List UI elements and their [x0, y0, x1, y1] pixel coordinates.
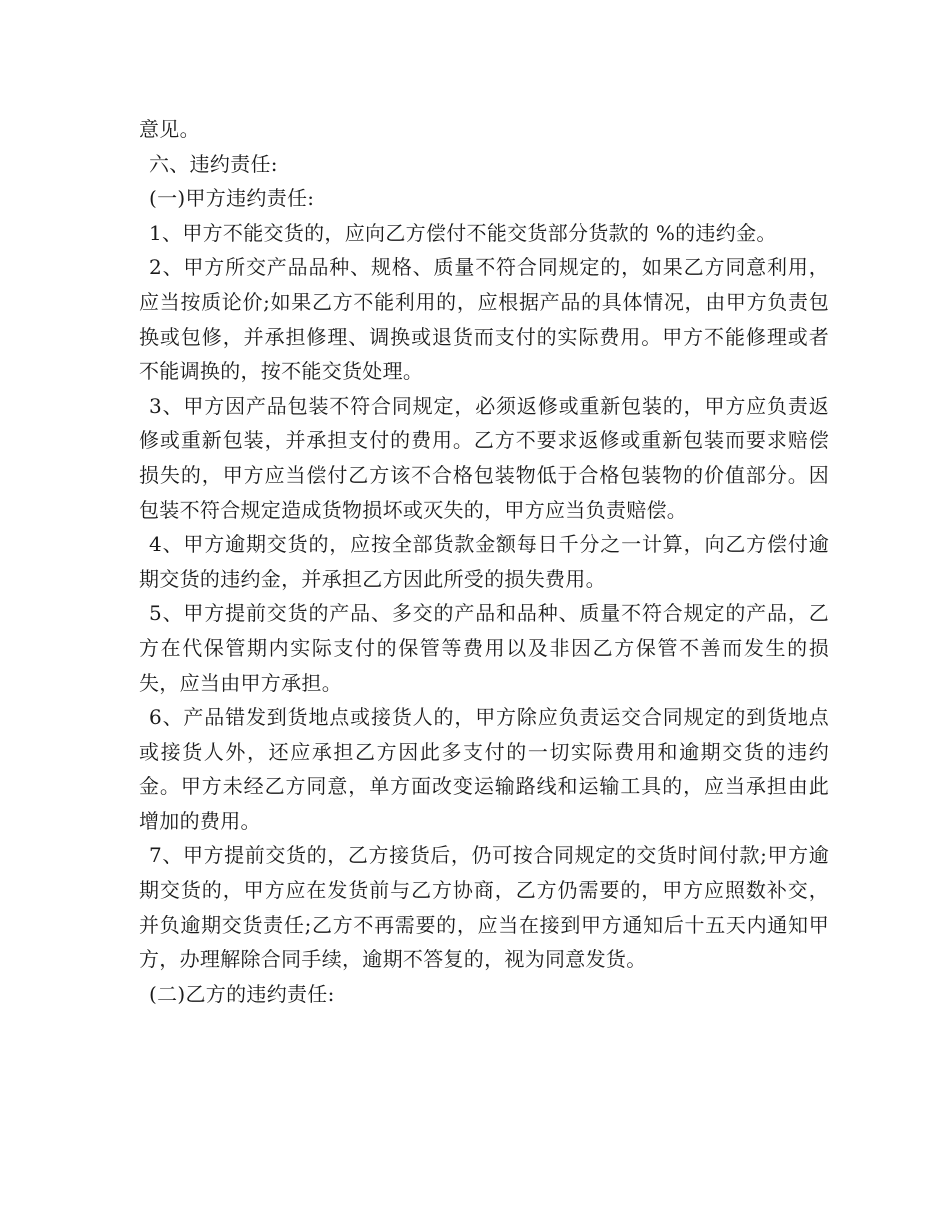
- clause-4: 4、甲方逾期交货的，应按全部货款金额每日千分之一计算，向乙方偿付逾期交货的违约金，并承担乙方因此所受的损失费用。: [139, 532, 829, 591]
- subsection-heading-party-b: (二)乙方的违约责任:: [149, 981, 335, 1006]
- document-body: [139, 112, 829, 1011]
- clause-1: 1、甲方不能交货的，应向乙方偿付不能交货部分货款的 %的违约金。: [149, 220, 777, 245]
- section-heading-breach-liability: 六、违约责任:: [149, 151, 278, 176]
- subsection-heading-party-a: (一)甲方违约责任:: [149, 186, 315, 211]
- clause-7: 7、甲方提前交货的，乙方接货后，仍可按合同规定的交货时间付款;甲方逾期交货的，甲方应在发货前与乙方协商，乙方仍需要的，甲方应照数补交，并负逾期交货责任;乙方不再需要的，应当在接到甲方通知后十五天内通知甲方，办理解除合同手续，逾期不答复的，视为同意发货。: [139, 843, 829, 972]
- paragraph-continuation: 意见。: [139, 117, 200, 141]
- clause-3: 3、甲方因产品包装不符合同规定，必须返修或重新包装的，甲方应负责返修或重新包装，并承担支付的费用。乙方不要求返修或重新包装而要求赔偿损失的，甲方应当偿付乙方该不合格包装物低于合格包装物的价值部分。因包装不符合规定造成货物损坏或灭失的，甲方应当负责赔偿。: [139, 393, 829, 522]
- clause-2: 2、甲方所交产品品种、规格、质量不符合同规定的，如果乙方同意利用，应当按质论价;如果乙方不能利用的，应根据产品的具体情况，由甲方负责包换或包修，并承担修理、调换或退货而支付的实际费用。甲方不能修理或者不能调换的，按不能交货处理。: [139, 255, 829, 384]
- clause-5: 5、甲方提前交货的产品、多交的产品和品种、质量不符合规定的产品，乙方在代保管期内实际支付的保管等费用以及非因乙方保管不善而发生的损失，应当由甲方承担。: [139, 601, 829, 695]
- clause-6: 6、产品错发到货地点或接货人的，甲方除应负责运交合同规定的到货地点或接货人外，还应承担乙方因此多支付的一切实际费用和逾期交货的违约金。甲方未经乙方同意，单方面改变运输路线和运输工具的，应当承担由此增加的费用。: [139, 705, 829, 833]
